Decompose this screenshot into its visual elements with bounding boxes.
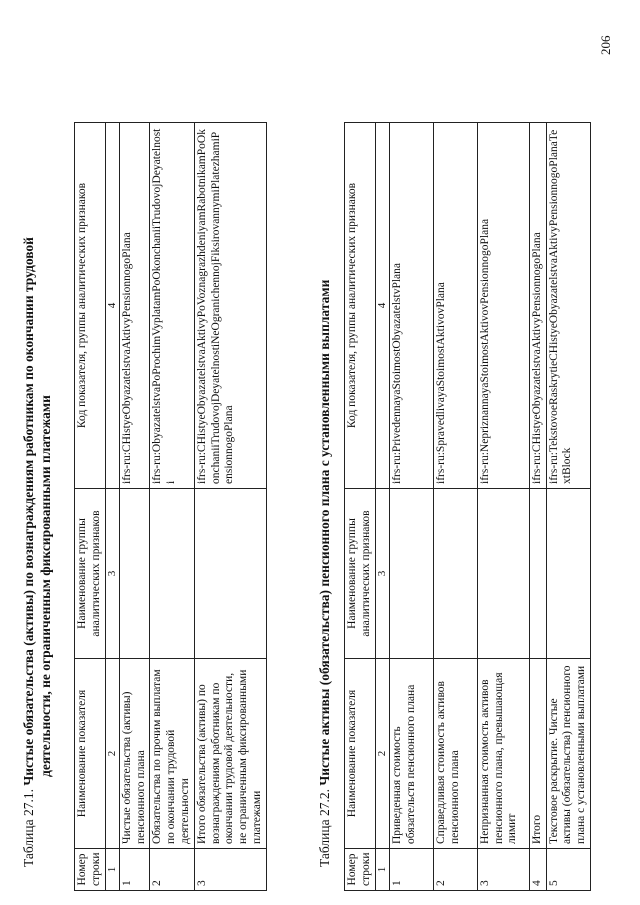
row-group — [389, 489, 433, 659]
table2-index-cell: 2 — [375, 659, 389, 849]
row-number: 2 — [150, 849, 194, 891]
row-number: 2 — [433, 849, 477, 891]
row-name: Приведенная стоимость обязательств пенсионного плана — [389, 659, 433, 849]
row-number: 1 — [119, 849, 150, 891]
table1-index-cell: 3 — [105, 489, 119, 659]
page-number: 206 — [598, 35, 613, 55]
row-code: ifrs-ru:NepriznannayaStoimostAktivovPensionnogoPlana — [477, 123, 529, 489]
table-row — [119, 123, 150, 891]
table1-header-code: Код показателя, группы аналитических признаков — [75, 123, 106, 489]
table1-caption-title-line2: деятельности, не ограниченным фиксированными платежами — [38, 395, 54, 777]
row-group — [194, 489, 266, 659]
table2-header-group: Наименование группы аналитических признаков — [345, 489, 376, 659]
row-number: 3 — [477, 849, 529, 891]
row-group — [477, 489, 529, 659]
row-number: 3 — [194, 849, 266, 891]
table1-header-number: Номер строки — [75, 849, 106, 891]
row-number: 4 — [529, 849, 546, 891]
table1-header-group: Наименование группы аналитических признаков — [75, 489, 106, 659]
row-name: Итого — [529, 659, 546, 849]
row-code: ifrs-ru:CHistyeObyazatelstvaAktivyPoVoznagrazhdeniyamRabotnikamPoOkonchaniiTrudovojDeyatelnostiNeOgranichennojFiksirovannymiPlatezhamiPensionnogoPlana — [194, 123, 266, 489]
row-code: ifrs-ru:CHistyeObyazatelstvaAktivyPensionnogoPlana — [119, 123, 150, 489]
table-row — [529, 123, 546, 891]
row-name: Справедливая стоимость активов пенсионного плана — [433, 659, 477, 849]
table2-header-number: Номер строки — [345, 849, 376, 891]
table2-header-code: Код показателя, группы аналитических признаков — [345, 123, 376, 489]
table2-index-cell: 3 — [375, 489, 389, 659]
table2-header-name: Наименование показателя — [345, 659, 376, 849]
table1-index-cell: 4 — [105, 123, 119, 489]
table1-header-name: Наименование показателя — [75, 659, 106, 849]
table1-index-cell: 1 — [105, 849, 119, 891]
row-name: Непризнанная стоимость активов пенсионного плана, превышающая лимит — [477, 659, 529, 849]
table2-index-cell: 4 — [375, 123, 389, 489]
row-name: Чистые обязательства (активы) пенсионного плана — [119, 659, 150, 849]
table2-header-row — [345, 123, 376, 891]
table2-index-cell: 1 — [375, 849, 389, 891]
table2-index-row — [375, 123, 389, 891]
row-group — [119, 489, 150, 659]
row-code: ifrs-ru:TekstovoeRaskrytieCHistyeObyazatelstvaAktivyPensionnogoPlanaTextBlock — [546, 123, 590, 489]
table-row — [150, 123, 194, 891]
table-row — [546, 123, 590, 891]
row-group — [546, 489, 590, 659]
row-name: Итого обязательства (активы) по вознаграждениям работникам по окончании трудовой деятельности, не ограниченным фиксированными платежами — [194, 659, 266, 849]
row-group — [433, 489, 477, 659]
table1-index-row — [105, 123, 119, 891]
table1-caption-title-line1: Чистые обязательства (активы) по вознаграждениям работникам по окончании трудовой — [21, 237, 36, 786]
row-number: 5 — [546, 849, 590, 891]
row-code: ifrs-ru:ObyazatelstvaPoProchimVyplatamPoOkonchaniiTrudovojDeyatelnosti — [150, 123, 194, 489]
table1-header-row — [75, 123, 106, 891]
row-number: 1 — [389, 849, 433, 891]
table1-index-cell: 2 — [105, 659, 119, 849]
row-code: ifrs-ru:CHistyeObyazatelstvaAktivyPensionnogoPlana — [529, 123, 546, 489]
table2-caption-prefix: Таблица 27.2. — [317, 789, 332, 867]
row-code: ifrs-ru:PrivedennayaStoimostObyazatelstvPlana — [389, 123, 433, 489]
table1-caption-prefix: Таблица 27.1. — [21, 789, 36, 867]
table-row — [389, 123, 433, 891]
row-code: ifrs-ru:SpravedlivayaStoimostAktivovPlana — [433, 123, 477, 489]
table1-caption — [20, 237, 55, 867]
table2-caption-title: Чистые активы (обязательства) пенсионного плана с установленными выплатами — [317, 279, 332, 786]
row-name: Обязательства по прочим выплатам по окончании трудовой деятельности — [150, 659, 194, 849]
row-group — [150, 489, 194, 659]
table2-caption — [316, 280, 333, 867]
table2 — [344, 122, 591, 891]
table1 — [74, 122, 267, 891]
table-row — [433, 123, 477, 891]
table-row — [194, 123, 266, 891]
row-group — [529, 489, 546, 659]
row-name: Текстовое раскрытие. Чистые активы (обязательства) пенсионного плана с установленными выплатами — [546, 659, 590, 849]
table-row — [477, 123, 529, 891]
